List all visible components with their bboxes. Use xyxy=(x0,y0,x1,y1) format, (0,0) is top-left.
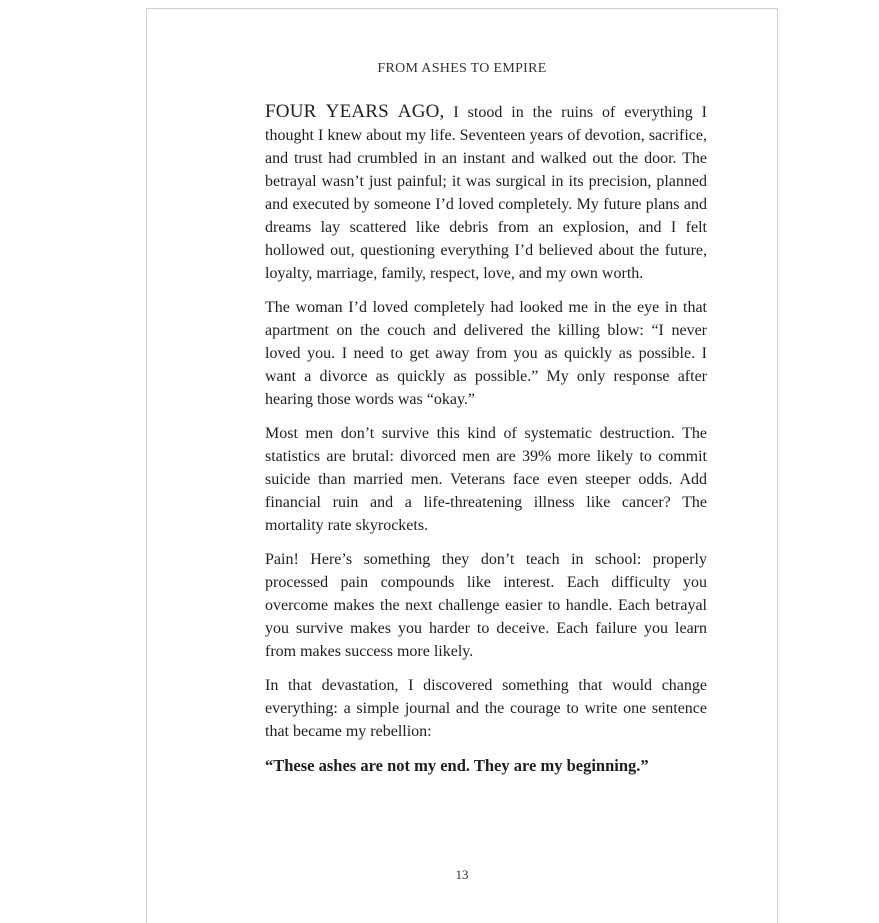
paragraph-5: In that devastation, I discovered something that would change everything: a simple journal and the courage to write one sentence that became my rebellion: xyxy=(265,677,707,740)
paragraph-1-text: I stood in the ruins of everything I thought I knew about my life. Seventeen years of devotion, sacrifice, and trust had crumbled in an instant and walked out the door. The betrayal wasn’t just painful; it was surgical in its precision, planned and executed by someone I’d loved completely. My future plans and dreams lay scattered like debris from an explosion, and I felt hollowed out, questioning everything I’d believed about the future, loyalty, marriage, family, respect, love, and my own worth. xyxy=(265,104,707,282)
pull-quote: “These ashes are not my end. They are my beginning.” xyxy=(265,756,649,775)
page-number: 13 xyxy=(455,867,469,882)
paragraph-1 xyxy=(265,100,707,285)
chapter-body xyxy=(265,100,707,788)
paragraph-3: Most men don’t survive this kind of systematic destruction. The statistics are brutal: divorced men are 39% more likely to commit suicide than married men. Veterans face even steeper odds. Add financial ruin and a life-threatening illness like cancer? The mortality rate skyrockets. xyxy=(265,425,707,534)
running-head: FROM ASHES TO EMPIRE xyxy=(377,61,547,76)
paragraph-4: Pain! Here’s something they don’t teach in school: properly processed pain compounds like interest. Each difficulty you overcome makes the next challenge easier to handle. Each betrayal you survive makes you harder to deceive. Each failure you learn from makes success more likely. xyxy=(265,551,707,660)
document-page xyxy=(146,8,778,923)
lead-in-text: FOUR YEARS AGO, xyxy=(265,101,445,122)
paragraph-2: The woman I’d loved completely had looked me in the eye in that apartment on the couch and delivered the killing blow: “I never loved you. I need to get away from you as quickly as possible. I want a divorce as quickly as possible.” My only response after hearing those words was “okay.” xyxy=(265,299,707,408)
